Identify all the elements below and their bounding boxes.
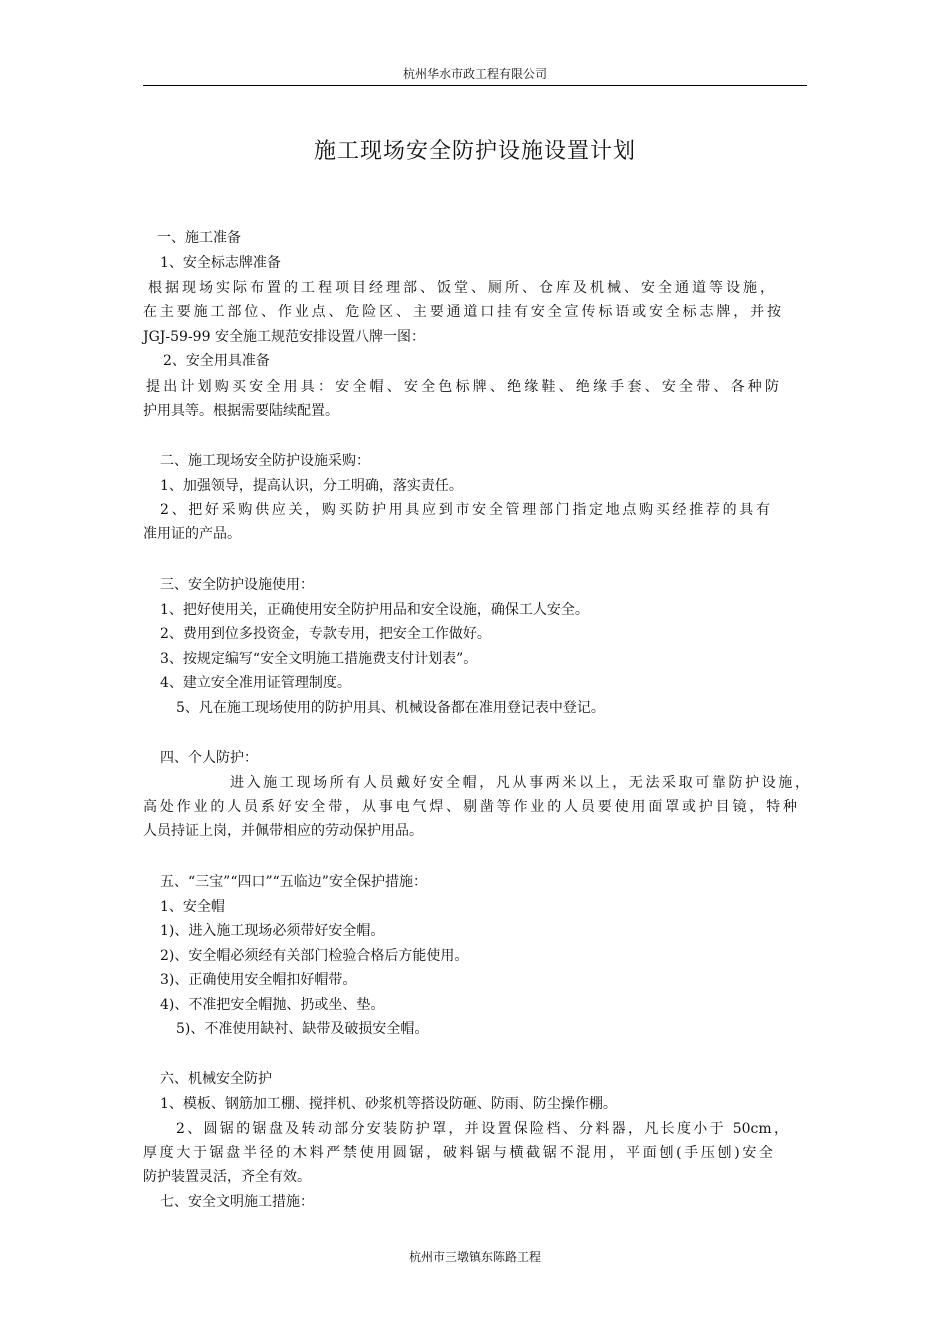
subsection-heading: 1、安全标志牌准备: [160, 255, 281, 271]
paragraph-line: 高处作业的人员系好安全带，从事电气焊、剔凿等作业的人员要使用面罩或护目镜，特种: [143, 799, 797, 815]
section-heading-7: 七、安全文明施工措施：: [160, 1194, 314, 1210]
page-footer: 杭州市三墩镇东陈路工程: [408, 1250, 541, 1264]
subsection-heading: 1、安全帽: [160, 899, 225, 915]
paragraph-line: 护用具等。根据需要陆续配置。: [143, 403, 339, 419]
paragraph-line: 根据现场实际布置的工程项目经理部、饭堂、厕所、仓库及机械、安全通道等设施，: [148, 280, 774, 296]
paragraph-line: 防护装置灵活，齐全有效。: [143, 1169, 311, 1185]
list-item: 5、凡在施工现场使用的防护用具、机械设备都在准用登记表中登记。: [176, 700, 605, 716]
list-item: 2、圆锯的锯盘及转动部分安装防护罩，并设置保险档、分料器，凡长度小于 50cm，: [176, 1121, 788, 1137]
list-item: 1、把好使用关，正确使用安全防护用品和安全设施，确保工人安全。: [160, 602, 589, 618]
paragraph-line: 厚度大于锯盘半径的木料严禁使用圆锯，破料锯与横截锯不混用，平面刨(手压刨)安全: [143, 1145, 773, 1161]
section-heading-6: 六、机械安全防护: [160, 1071, 272, 1087]
paragraph-line: 准用证的产品。: [143, 526, 241, 542]
section-heading-2: 二、施工现场安全防护设施采购：: [160, 453, 370, 469]
list-item: 3)、正确使用安全帽扣好帽带。: [160, 972, 357, 988]
list-item: 1、模板、钢筋加工棚、搅拌机、砂浆机等搭设防砸、防雨、防尘操作棚。: [160, 1096, 617, 1112]
section-heading-5: 五、“三宝”“四口”“五临边”安全保护措施：: [160, 874, 427, 890]
paragraph-line: 进入施工现场所有人员戴好安全帽，凡从事两米以上，无法采取可靠防护设施，: [230, 775, 809, 791]
header-divider: [143, 85, 807, 86]
page-header: 杭州华水市政工程有限公司: [402, 67, 547, 81]
list-item: 2、费用到位多投资金，专款专用，把安全工作做好。: [160, 626, 491, 642]
list-item: 3、按规定编写“安全文明施工措施费支付计划表”。: [160, 651, 478, 667]
paragraph-line: JGJ-59-99 安全施工规范安排设置八牌一图：: [143, 329, 425, 345]
section-heading-3: 三、安全防护设施使用：: [160, 577, 314, 593]
list-item: 5)、不准使用缺衬、缺带及破损安全帽。: [176, 1021, 429, 1037]
list-item: 4)、不准把安全帽抛、扔或坐、垫。: [160, 997, 385, 1013]
list-item: 1、加强领导，提高认识，分工明确，落实责任。: [160, 478, 463, 494]
paragraph-line: 在主要施工部位、作业点、危险区、主要通道口挂有安全宣传标语或安全标志牌，并按: [143, 304, 781, 320]
list-item: 4、建立安全准用证管理制度。: [160, 675, 351, 691]
section-heading-1: 一、施工准备: [157, 230, 241, 246]
paragraph-line: 人员持证上岗，并佩带相应的劳动保护用品。: [143, 823, 423, 839]
document-title: 施工现场安全防护设施设置计划: [313, 139, 636, 164]
list-item: 2、把好采购供应关，购买防护用具应到市安全管理部门指定地点购买经推荐的具有: [160, 502, 770, 518]
list-item: 2)、安全帽必须经有关部门检验合格后方能使用。: [160, 948, 469, 964]
subsection-heading: 2、安全用具准备: [163, 353, 270, 369]
paragraph-line: 提出计划购买安全用具：安全帽、安全色标牌、绝缘鞋、绝缘手套、安全带、各种防: [146, 379, 779, 395]
section-heading-4: 四、个人防护：: [160, 750, 258, 766]
list-item: 1)、进入施工现场必须带好安全帽。: [160, 923, 385, 939]
